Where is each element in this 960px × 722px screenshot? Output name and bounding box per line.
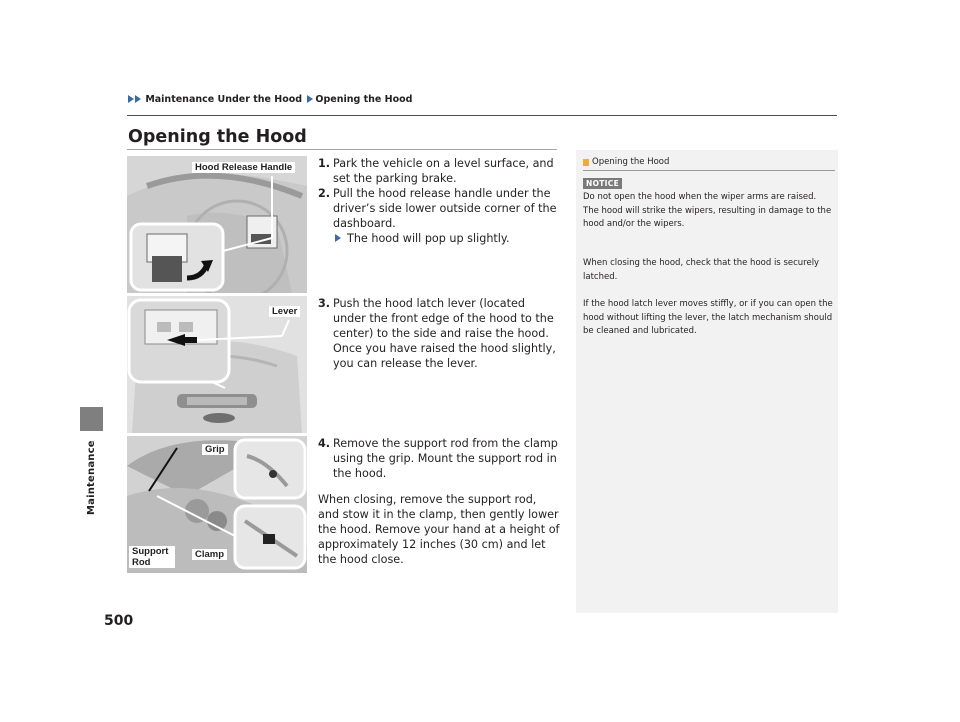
header-rule bbox=[127, 115, 837, 116]
figure-label: Clamp bbox=[192, 549, 227, 560]
step-text: Push the hood latch lever (located under the front edge of the hood to the center) to the side and raise the hood. Once you have raised the hood slightly, you can release the lever. bbox=[333, 297, 556, 370]
breadcrumb-arrow-icon bbox=[128, 95, 134, 103]
sidebar-paragraph: If the hood latch lever moves stiffly, or if you can open the hood without lifting the lever, the latch mechanism should be cleaned and lubricated. bbox=[583, 299, 833, 336]
step-number: 4. bbox=[318, 437, 331, 450]
step-text: Park the vehicle on a level surface, and set the parking brake. bbox=[333, 157, 554, 185]
section-tab-label: Maintenance bbox=[86, 440, 97, 516]
step-item bbox=[318, 186, 560, 231]
sidebar-paragraph: Do not open the hood when the wiper arms are raised. The hood will strike the wipers, resulting in damage to the hood and/or the wipers. bbox=[583, 192, 832, 229]
sidebar-heading bbox=[583, 157, 669, 167]
step-sub-text: The hood will pop up slightly. bbox=[347, 232, 510, 245]
closing-paragraph: When closing, remove the support rod, and stow it in the clamp, then gently lower the hood. Remove your hand at a height of approximately 12 inches (30 cm) and let the hood close. bbox=[318, 493, 560, 566]
step-text: Remove the support rod from the clamp using the grip. Mount the support rod in the hood. bbox=[333, 437, 558, 480]
steps-block-3 bbox=[318, 436, 560, 567]
step-sub-item bbox=[318, 231, 560, 246]
step-number: 1. bbox=[318, 157, 331, 170]
figure-label: Hood Release Handle bbox=[192, 162, 295, 173]
breadcrumb-arrow-icon bbox=[135, 95, 141, 103]
reference-marker-icon bbox=[583, 159, 589, 166]
sidebar-heading-text[interactable]: Opening the Hood bbox=[592, 157, 670, 167]
step-number: 3. bbox=[318, 297, 331, 310]
hood-latch-lever-illustration bbox=[127, 296, 307, 433]
sidebar-rule bbox=[583, 170, 835, 171]
step-number: 2. bbox=[318, 187, 331, 200]
breadcrumb-item[interactable]: Maintenance Under the Hood bbox=[145, 94, 303, 105]
sub-step-arrow-icon bbox=[335, 234, 341, 242]
breadcrumb-item-current[interactable]: Opening the Hood bbox=[315, 94, 413, 105]
breadcrumb bbox=[128, 94, 412, 105]
step-item bbox=[318, 436, 560, 481]
figure-label: Grip bbox=[202, 444, 228, 455]
section-tab-marker bbox=[80, 407, 103, 431]
steps-block-2 bbox=[318, 296, 560, 371]
sidebar-paragraph: When closing the hood, check that the hood is securely latched. bbox=[583, 258, 820, 282]
title-rule bbox=[127, 149, 557, 150]
figure-label: Support Rod bbox=[129, 546, 175, 568]
page-number: 500 bbox=[104, 613, 134, 629]
step-item bbox=[318, 296, 560, 371]
support-rod-illustration bbox=[127, 436, 307, 573]
figure-label: Lever bbox=[269, 306, 300, 317]
step-text: Pull the hood release handle under the driver’s side lower outside corner of the dashboard. bbox=[333, 187, 557, 230]
step-item bbox=[318, 156, 560, 186]
page-title: Opening the Hood bbox=[128, 127, 307, 147]
notice-badge: NOTICE bbox=[583, 178, 622, 189]
breadcrumb-arrow-icon bbox=[307, 95, 313, 103]
steps-block-1 bbox=[318, 156, 560, 246]
hood-release-handle-illustration bbox=[127, 156, 307, 293]
